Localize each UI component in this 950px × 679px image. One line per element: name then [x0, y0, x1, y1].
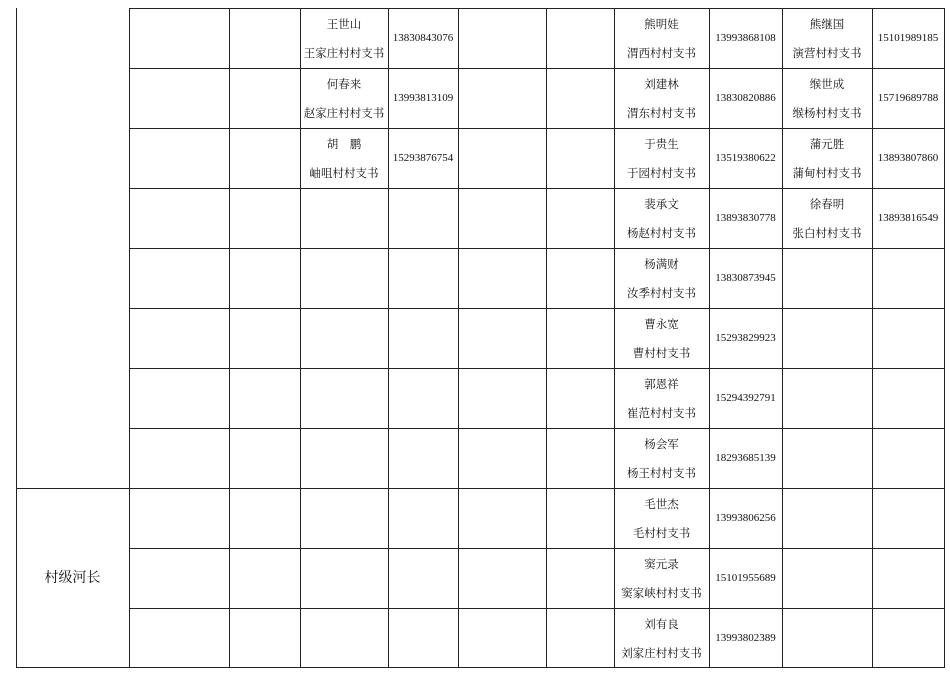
village-chief-name: 于贵生 — [644, 137, 679, 151]
village-chief-name: 熊继国 — [809, 17, 845, 31]
village-chief-phone: 13519380622 — [715, 152, 776, 164]
grid-line — [546, 8, 547, 668]
grid-line — [872, 8, 873, 668]
village-chief-name: 裴承文 — [644, 197, 679, 211]
village-chief-name: 徐春明 — [809, 197, 845, 211]
village-chief-name: 杨满财 — [644, 257, 679, 271]
village-chief-name: 刘有良 — [644, 617, 679, 631]
village-chief-name: 杨会军 — [644, 437, 679, 451]
grid-line — [129, 188, 945, 189]
grid-line — [944, 8, 945, 668]
village-chief-phone: 13893807860 — [877, 152, 939, 164]
village-chief-phone: 15719689788 — [877, 92, 939, 104]
village-chief-phone: 13993806256 — [715, 512, 776, 524]
village-chief-phone: 15101989185 — [877, 32, 939, 44]
grid-line — [129, 428, 945, 429]
village-chief-name: 毛世杰 — [644, 497, 679, 511]
village-chief-title: 毛村村支书 — [632, 526, 691, 540]
village-chief-phone: 13830843076 — [392, 32, 454, 44]
village-chief-phone: 15293829923 — [715, 332, 776, 344]
grid-line — [458, 8, 459, 668]
village-chief-title: 王家庄村村支书 — [303, 46, 385, 60]
village-chief-phone: 15294392791 — [715, 392, 776, 404]
village-chief-phone: 13893816549 — [877, 212, 939, 224]
village-chief-title: 窦家峡村村支书 — [621, 586, 702, 600]
village-chief-name: 蒲元胜 — [809, 137, 845, 151]
village-chief-title: 曹村村支书 — [632, 346, 691, 360]
village-chief-name: 曹永宽 — [644, 317, 679, 331]
village-chief-phone: 13993813109 — [392, 92, 454, 104]
grid-line — [129, 368, 945, 369]
grid-line — [129, 128, 945, 129]
village-chief-name: 胡 鹏 — [326, 137, 362, 151]
village-chief-name: 刘建林 — [644, 77, 679, 91]
grid-line — [129, 8, 130, 668]
village-chief-title: 于园村村支书 — [627, 166, 696, 180]
village-chief-title: 杨赵村村支书 — [627, 226, 696, 240]
village-chief-title: 演营村村支书 — [792, 46, 862, 60]
village-chief-title: 刘家庄村村支书 — [621, 646, 702, 660]
village-chief-title: 张白村村支书 — [792, 226, 862, 240]
grid-line — [16, 488, 945, 489]
village-chief-title: 汝季村村支书 — [627, 286, 696, 300]
village-chief-title: 杨王村村支书 — [627, 466, 696, 480]
grid-line — [229, 8, 230, 668]
village-chief-title: 渭西村村支书 — [627, 46, 696, 60]
village-chief-phone: 18293685139 — [715, 452, 776, 464]
village-chief-name: 王世山 — [326, 17, 362, 31]
village-chief-title: 渭东村村支书 — [627, 106, 696, 120]
village-chief-name: 窦元录 — [644, 557, 679, 571]
village-chief-phone: 15293876754 — [392, 152, 454, 164]
village-chief-name: 郭恩祥 — [644, 377, 679, 391]
grid-line — [129, 68, 945, 69]
village-chief-title: 岫咀村村支书 — [309, 166, 379, 180]
village-chief-phone: 15101955689 — [715, 572, 776, 584]
village-chief-title: 赵家庄村村支书 — [303, 106, 385, 120]
village-chief-phone: 13893830778 — [715, 212, 776, 224]
village-chief-name: 何春来 — [326, 77, 362, 91]
village-chief-title: 崔范村村支书 — [627, 406, 696, 420]
village-chief-phone: 13993868108 — [715, 32, 776, 44]
grid-line — [129, 248, 945, 249]
group-label-village-river-chief: 村级河长 — [44, 569, 101, 586]
village-chief-phone: 13993802389 — [715, 631, 776, 644]
village-chief-phone: 13830820886 — [715, 92, 776, 104]
village-chief-phone: 13830873945 — [715, 272, 776, 284]
village-chief-name: 缑世成 — [809, 77, 845, 91]
grid-line — [16, 667, 945, 668]
grid-line — [129, 308, 945, 309]
grid-line — [388, 8, 389, 668]
grid-line — [129, 8, 945, 9]
grid-line — [129, 608, 945, 609]
village-chief-title: 缑杨村村支书 — [792, 106, 862, 120]
village-chief-name: 熊明娃 — [644, 17, 679, 31]
village-chief-title: 蒲甸村村支书 — [792, 166, 862, 180]
grid-line — [129, 548, 945, 549]
